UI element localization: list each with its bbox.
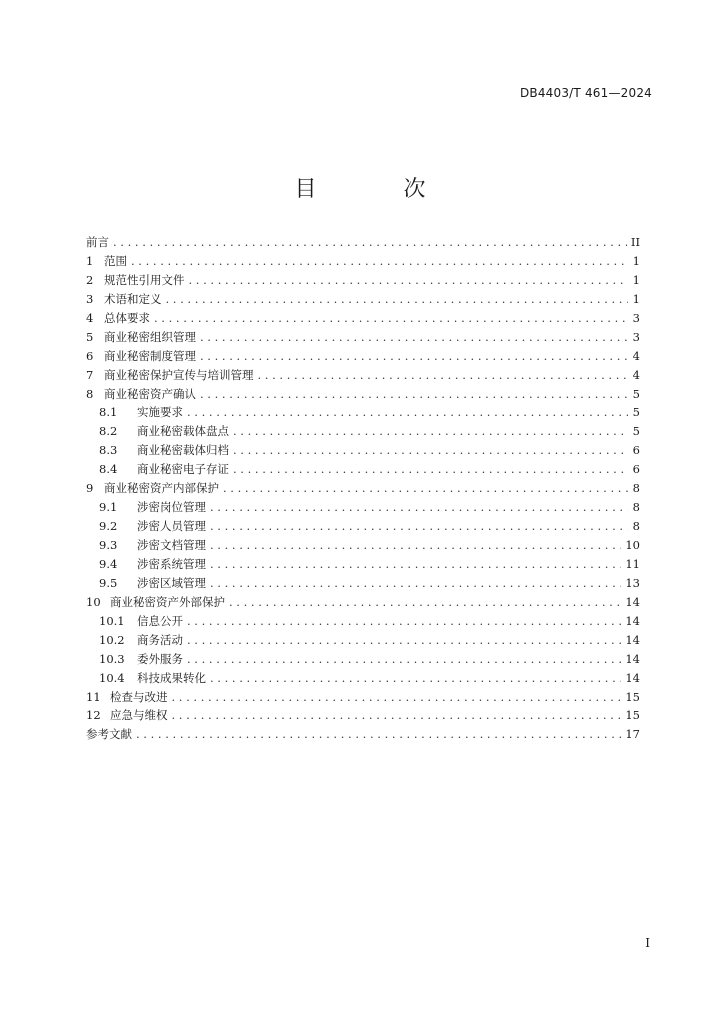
- toc-entry-label: 商务活动: [137, 632, 183, 647]
- toc-entry-page: 14: [625, 651, 640, 666]
- toc-entry[interactable]: [86, 632, 640, 651]
- toc-entry-page: 6: [632, 443, 640, 458]
- toc-entry-number: 10: [86, 594, 101, 609]
- toc-entry[interactable]: [86, 651, 640, 670]
- toc-entry-page: 14: [625, 670, 640, 685]
- toc-leader-dots: [166, 292, 629, 306]
- toc-entry-page: 13: [625, 575, 640, 590]
- toc-entry[interactable]: [86, 367, 640, 386]
- toc-entry-label: 涉密人员管理: [137, 519, 206, 534]
- toc-leader-dots: [187, 652, 621, 666]
- toc-entry-label: 前言: [86, 235, 109, 249]
- toc-entry-number: 9.1: [99, 500, 118, 515]
- toc-entry-number: 6: [86, 348, 94, 363]
- toc-entry-label: 商业秘密组织管理: [104, 329, 196, 344]
- toc-entry-label: 商业秘密资产外部保护: [110, 594, 225, 609]
- toc-entry-label: 应急与维权: [110, 708, 168, 723]
- toc-entry-page: 11: [625, 556, 640, 571]
- toc-entry-label: 委外服务: [137, 651, 183, 666]
- toc-entry-page: 5: [632, 424, 640, 439]
- toc-entry[interactable]: [86, 518, 640, 537]
- toc-entry-label: 商业秘密电子存证: [137, 462, 229, 477]
- toc-entry-number: 3: [86, 291, 94, 306]
- toc-entry[interactable]: [86, 556, 640, 575]
- toc-leader-dots: [210, 576, 621, 590]
- toc-entry-label: 规范性引用文件: [104, 272, 185, 287]
- toc-entry-page: 6: [632, 462, 640, 477]
- toc-leader-dots: [258, 368, 629, 382]
- toc-entry[interactable]: [86, 329, 640, 348]
- toc-entry[interactable]: [86, 423, 640, 442]
- toc-entry-number: 9.5: [99, 575, 118, 590]
- toc-entry-number: 9.2: [99, 519, 118, 534]
- toc-entry-number: 8.4: [99, 462, 118, 477]
- toc-entry-number: 8.2: [99, 424, 118, 439]
- toc-leader-dots: [113, 235, 627, 249]
- toc-leader-dots: [136, 727, 621, 741]
- toc-entry[interactable]: [86, 386, 640, 405]
- toc-entry[interactable]: [86, 594, 640, 613]
- toc-entry-page: 1: [632, 272, 640, 287]
- toc-leader-dots: [131, 254, 628, 268]
- toc-entry-number: 8.1: [99, 405, 118, 420]
- toc-entry-label: 范围: [104, 253, 127, 268]
- toc-entry-label: 商业秘密保护宣传与培训管理: [104, 367, 254, 382]
- toc-entry[interactable]: [86, 726, 640, 745]
- toc-leader-dots: [200, 330, 628, 344]
- toc-entry[interactable]: [86, 575, 640, 594]
- toc-entry-label: 商业秘密制度管理: [104, 348, 196, 363]
- toc-leader-dots: [200, 349, 628, 363]
- toc-entry-page: 3: [632, 329, 640, 344]
- toc-leader-dots: [233, 424, 628, 438]
- toc-entry-label: 涉密岗位管理: [137, 500, 206, 515]
- toc-entry[interactable]: [86, 670, 640, 689]
- toc-entry-label: 商业秘密载体归档: [137, 443, 229, 458]
- toc-entry-number: 8: [86, 386, 94, 401]
- toc-leader-dots: [210, 519, 628, 533]
- toc-entry-page: 14: [625, 594, 640, 609]
- toc-entry[interactable]: [86, 442, 640, 461]
- toc-entry-label: 参考文献: [86, 727, 132, 742]
- toc-entry[interactable]: [86, 404, 640, 423]
- toc-entry[interactable]: [86, 348, 640, 367]
- toc-entry-number: 8.3: [99, 443, 118, 458]
- toc-entry-number: 11: [86, 689, 101, 704]
- toc-leader-dots: [233, 462, 628, 476]
- toc-entry-label: 检查与改进: [110, 689, 168, 704]
- toc-entry-number: 10.1: [99, 613, 125, 628]
- toc-entry-label: 总体要求: [104, 310, 150, 325]
- toc-entry-number: 10.3: [99, 651, 125, 666]
- toc-entry-page: 5: [632, 405, 640, 420]
- toc-entry-number: 9.3: [99, 538, 118, 552]
- toc-leader-dots: [189, 273, 629, 287]
- toc-entry[interactable]: [86, 234, 640, 253]
- toc-leader-dots: [172, 708, 622, 722]
- toc-leader-dots: [154, 311, 628, 325]
- toc-entry[interactable]: [86, 461, 640, 480]
- toc-entry[interactable]: [86, 310, 640, 329]
- toc-leader-dots: [187, 633, 621, 647]
- toc-entry-label: 术语和定义: [104, 291, 162, 306]
- toc-leader-dots: [210, 538, 621, 552]
- toc-entry-page: 5: [632, 386, 640, 401]
- toc-leader-dots: [229, 595, 621, 609]
- toc-entry-page: II: [630, 235, 640, 249]
- toc-leader-dots: [223, 481, 628, 495]
- toc-entry-page: 15: [625, 689, 640, 704]
- toc-entry-page: 8: [632, 481, 640, 496]
- toc-entry-page: 15: [625, 708, 640, 723]
- table-of-contents: [86, 234, 640, 745]
- toc-entry[interactable]: [86, 253, 640, 272]
- toc-entry-page: 17: [625, 727, 640, 742]
- toc-entry-number: 4: [86, 310, 94, 325]
- toc-entry-number: 5: [86, 329, 94, 344]
- toc-entry-page: 3: [632, 310, 640, 325]
- toc-entry-label: 涉密文档管理: [137, 538, 206, 552]
- toc-leader-dots: [210, 671, 621, 685]
- toc-leader-dots: [187, 405, 628, 419]
- document-code: DB4403/T 461—2024: [519, 86, 652, 100]
- toc-leader-dots: [233, 443, 628, 457]
- toc-entry[interactable]: [86, 537, 640, 556]
- toc-entry-page: 8: [632, 500, 640, 515]
- toc-leader-dots: [210, 500, 628, 514]
- toc-entry-number: 9.4: [99, 556, 118, 571]
- toc-entry-label: 实施要求: [137, 405, 183, 420]
- toc-entry-number: 9: [86, 481, 94, 496]
- toc-entry[interactable]: [86, 707, 640, 726]
- toc-entry-label: 涉密系统管理: [137, 556, 206, 571]
- toc-entry-page: 10: [625, 538, 640, 552]
- toc-entry-number: 1: [86, 253, 94, 268]
- toc-entry[interactable]: [86, 480, 640, 499]
- toc-leader-dots: [187, 614, 621, 628]
- toc-leader-dots: [210, 557, 621, 571]
- toc-entry-number: 12: [86, 708, 101, 723]
- toc-entry[interactable]: [86, 499, 640, 518]
- toc-entry-label: 商业秘密资产确认: [104, 386, 196, 401]
- toc-entry-number: 10.4: [99, 670, 125, 685]
- toc-entry[interactable]: [86, 689, 640, 708]
- toc-entry-number: 2: [86, 272, 94, 287]
- toc-entry-page: 4: [632, 348, 640, 363]
- toc-entry-number: 10.2: [99, 632, 125, 647]
- toc-entry-label: 商业秘密载体盘点: [137, 424, 229, 439]
- toc-title: 目 次: [294, 177, 466, 202]
- toc-entry[interactable]: [86, 272, 640, 291]
- toc-entry-page: 8: [632, 519, 640, 534]
- toc-entry[interactable]: [86, 613, 640, 632]
- toc-leader-dots: [200, 387, 628, 401]
- page-number: I: [645, 936, 650, 950]
- toc-entry-label: 科技成果转化: [137, 670, 206, 685]
- toc-entry-page: 4: [632, 367, 640, 382]
- toc-entry-label: 商业秘密资产内部保护: [104, 481, 219, 496]
- toc-entry-page: 1: [632, 291, 640, 306]
- toc-entry-number: 7: [86, 367, 94, 382]
- toc-entry-label: 信息公开: [137, 613, 183, 628]
- toc-entry-page: 14: [625, 613, 640, 628]
- toc-entry-page: 14: [625, 632, 640, 647]
- toc-leader-dots: [172, 690, 622, 704]
- toc-entry-label: 涉密区域管理: [137, 575, 206, 590]
- toc-entry[interactable]: [86, 291, 640, 310]
- toc-entry-page: 1: [632, 253, 640, 268]
